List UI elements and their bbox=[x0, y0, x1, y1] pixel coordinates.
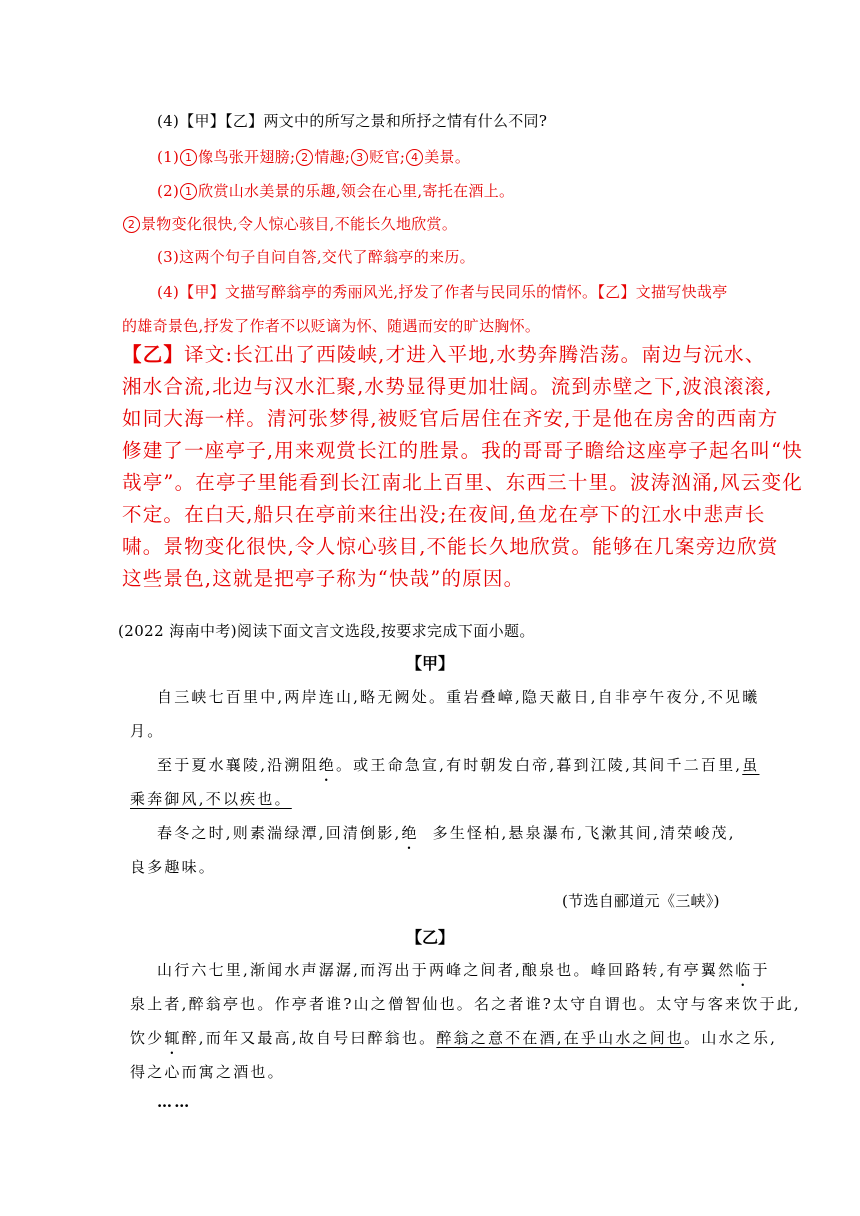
jia-p1-line-2: 月。 bbox=[130, 722, 165, 740]
circled-number: 1 bbox=[180, 149, 197, 166]
jia-header: 【甲】 bbox=[405, 654, 454, 673]
answer-1-prefix: (1) bbox=[157, 148, 180, 166]
jia-p3-line-1 bbox=[157, 822, 736, 843]
text-span: 春冬之时,则素湍绿潭,回清倒影, bbox=[157, 824, 402, 842]
yi-line-2: 泉上者,醉翁亭也。作亭者谁?山之僧智仙也。名之者谁?太守自谓也。太守与客来饮于此, bbox=[130, 995, 801, 1013]
circled-number: 2 bbox=[123, 216, 140, 233]
exam-intro: (2022 海南中考)阅读下面文言文选段,按要求完成下面小题。 bbox=[118, 622, 535, 640]
yi-line-1 bbox=[157, 959, 770, 980]
answer-1-item: 美景。 bbox=[424, 148, 471, 166]
translation-line-5: 哉亭”。在亭子里能看到长江南北上百里、东西三十里。波涛汹涌,风云变化 bbox=[122, 471, 803, 494]
text-span: 饮少 bbox=[130, 1029, 165, 1047]
answer-1-item: 像鸟张开翅膀; bbox=[198, 148, 296, 166]
yi-ellipsis: …… bbox=[157, 1093, 192, 1111]
translation-line-1 bbox=[122, 340, 766, 370]
translation-text: 译文:长江出了西陵峡,才进入平地,水势奔腾浩荡。南边与沅水、 bbox=[184, 343, 766, 366]
translation-line-2: 湘水合流,北边与汉水汇聚,水势显得更加壮阔。流到赤壁之下,波浪滚滚, bbox=[122, 375, 773, 398]
answer-2-prefix: (2) bbox=[157, 182, 180, 200]
translation-line-3: 如同大海一样。清河张梦得,被贬官后居住在齐安,于是他在房舍的西南方 bbox=[122, 407, 779, 430]
underlined-text: 醉翁之意不在酒,在乎山水之间也 bbox=[436, 1029, 685, 1047]
answer-3: (3)这两个句子自问自答,交代了醉翁亭的来历。 bbox=[157, 248, 475, 266]
circled-number: 4 bbox=[406, 149, 423, 166]
text-span: 醉,而年又最高,故自号曰醉翁也。 bbox=[181, 1029, 437, 1047]
jia-p2-line-2: 乘奔御风,不以疾也。 bbox=[130, 790, 292, 808]
text-span: 于 bbox=[752, 961, 770, 979]
dotted-char: 辄 bbox=[164, 1029, 182, 1047]
text-span: 山行六七里,渐闻水声潺潺,而泻出于两峰之间者,酿泉也。峰回路转,有亭翼然 bbox=[157, 961, 736, 979]
translation-label: 【乙】 bbox=[122, 343, 185, 366]
answer-2-item: 景物变化很快,令人惊心骇目,不能长久地欣赏。 bbox=[141, 215, 458, 233]
translation-line-4: 修建了一座亭子,用来观赏长江的胜景。我的哥哥子瞻给这座亭子起名叫“快 bbox=[122, 439, 803, 462]
jia-source: (节选自郦道元《三峡》) bbox=[562, 892, 720, 910]
jia-p1-line-1: 自三峡七百里中,两岸连山,略无阙处。重岩叠嶂,隐天蔽日,自非亭午夜分,不见曦 bbox=[157, 688, 760, 706]
text-span: 。山水之乐, bbox=[684, 1029, 778, 1047]
answer-2-line-2 bbox=[122, 213, 457, 234]
dotted-char: 绝 bbox=[401, 824, 419, 842]
circled-number: 3 bbox=[351, 149, 368, 166]
answer-4-line-2: 的雄奇景色,抒发了作者不以贬谪为怀、随遇而安的旷达胸怀。 bbox=[122, 317, 541, 335]
answer-1-item: 情趣; bbox=[314, 148, 351, 166]
answer-1 bbox=[157, 146, 470, 167]
answer-2-item: 欣赏山水美景的乐趣,领会在心里,寄托在酒上。 bbox=[198, 182, 515, 200]
question-4: (4)【甲】【乙】两文中的所写之景和所抒之情有什么不同? bbox=[157, 112, 548, 130]
dotted-char: 临 bbox=[735, 961, 753, 979]
answer-4-line-1: (4)【甲】文描写醉翁亭的秀丽风光,抒发了作者与民同乐的情怀。【乙】文描写快哉亭 bbox=[157, 283, 728, 301]
text-span: 至于夏水襄陵,沿溯阻 bbox=[157, 756, 319, 774]
answer-1-item: 贬官; bbox=[369, 148, 406, 166]
text-span: 多生怪柏,悬泉瀑布,飞漱其间,清荣峻茂, bbox=[418, 824, 736, 842]
circled-number: 1 bbox=[180, 183, 197, 200]
translation-line-8: 这些景色,这就是把亭子称为“快哉”的原因。 bbox=[122, 567, 525, 590]
dotted-char: 绝 bbox=[318, 756, 336, 774]
translation-line-6: 不定。在白天,船只在亭前来往出没;在夜间,鱼龙在亭下的江水中悲声长 bbox=[122, 503, 766, 526]
yi-line-3 bbox=[130, 1027, 777, 1048]
text-span: 。或王命急宣,有时朝发白帝,暮到江陵,其间千二百里, bbox=[335, 756, 743, 774]
jia-p3-line-2: 良多趣味。 bbox=[130, 858, 217, 876]
answer-2-line-1 bbox=[157, 180, 514, 201]
yi-header: 【乙】 bbox=[405, 928, 454, 947]
circled-number: 2 bbox=[296, 149, 313, 166]
jia-p2-line-1 bbox=[157, 754, 759, 775]
yi-line-4: 得之心而寓之酒也。 bbox=[130, 1063, 285, 1081]
translation-line-7: 啸。景物变化很快,令人惊心骇目,不能长久地欣赏。能够在几案旁边欣赏 bbox=[122, 535, 779, 558]
underlined-text: 虽 bbox=[742, 756, 760, 774]
